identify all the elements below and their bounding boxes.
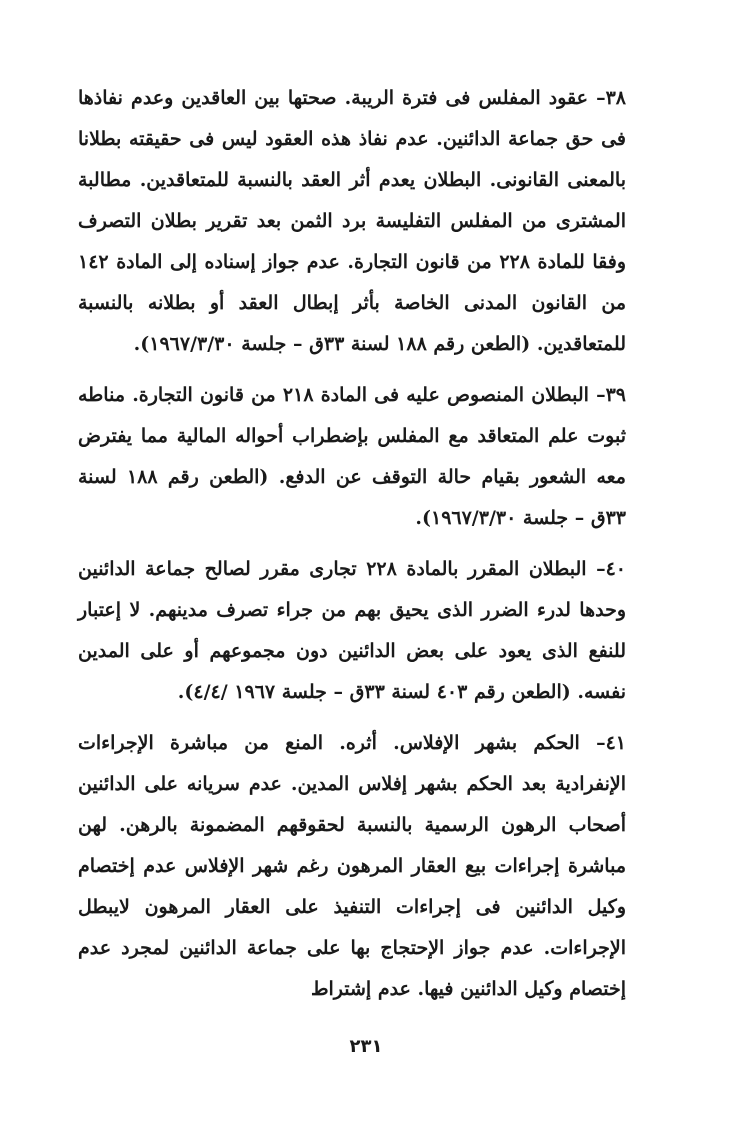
paragraph-number: ٣٩– <box>596 384 626 406</box>
paragraph-text: البطلان المنصوص عليه فى المادة ٢١٨ من قانون التجارة. مناطه ثبوت علم المتعاقد مع المفلس بإضطراب أحواله المالية مما يفترض معه الشعور بقيام حالة التوقف عن الدفع. (الطعن رقم ١٨٨ لسنة ٣٣ق – جلسة ١٩٦٧/٣/٣٠). <box>78 384 626 529</box>
paragraph-text: البطلان المقرر بالمادة ٢٢٨ تجارى مقرر لصالح جماعة الدائنين وحدها لدرء الضرر الذى يحيق بهم من جراء تصرف مدينهم. لا إعتبار للنفع الذى يعود على بعض الدائنين دون مجموعهم أو على المدين نفسه. (الطعن رقم ٤٠٣ لسنة ٣٣ق – جلسة ١٩٦٧ /٤/٤). <box>78 558 626 703</box>
page-body <box>78 78 626 1010</box>
page-number: ٢٣١ <box>349 1036 383 1057</box>
paragraph-38 <box>78 78 626 365</box>
paragraph-number: ٤٠– <box>596 558 626 580</box>
paragraph-39 <box>78 375 626 539</box>
paragraph-text: الحكم بشهر الإفلاس. أثره. المنع من مباشرة الإجراءات الإنفرادية بعد الحكم بشهر إفلاس المدين. عدم سريانه على الدائنين أصحاب الرهون الرسمية بالنسبة لحقوقهم المضمونة بالرهن. لهن مباشرة إجراءات بيع العقار المرهون رغم شهر الإفلاس عدم إختصام وكيل الدائنين فى إجراءات التنفيذ على العقار المرهون لايبطل الإجراءات. عدم جواز الإحتجاج بها على جماعة الدائنين لمجرد عدم إختصام وكيل الدائنين فيها. عدم إشتراط <box>78 732 626 1000</box>
paragraph-number: ٣٨– <box>596 87 626 109</box>
paragraph-40 <box>78 549 626 713</box>
paragraph-41 <box>78 723 626 1010</box>
paragraph-text: عقود المفلس فى فترة الريبة. صحتها بين العاقدين وعدم نفاذها فى حق جماعة الدائنين. عدم نفاذ هذه العقود ليس فى حقيقته بطلانا بالمعنى القانونى. البطلان يعدم أثر العقد بالنسبة للمتعاقدين. مطالبة المشترى من المفلس التفليسة برد الثمن بعد تقرير بطلان التصرف وفقا للمادة ٢٢٨ من قانون التجارة. عدم جواز إسناده إلى المادة ١٤٢ من القانون المدنى الخاصة بأثر إبطال العقد أو بطلانه بالنسبة للمتعاقدين. (الطعن رقم ١٨٨ لسنة ٣٣ق – جلسة ١٩٦٧/٣/٣٠). <box>78 87 627 355</box>
paragraph-number: ٤١– <box>596 732 626 754</box>
